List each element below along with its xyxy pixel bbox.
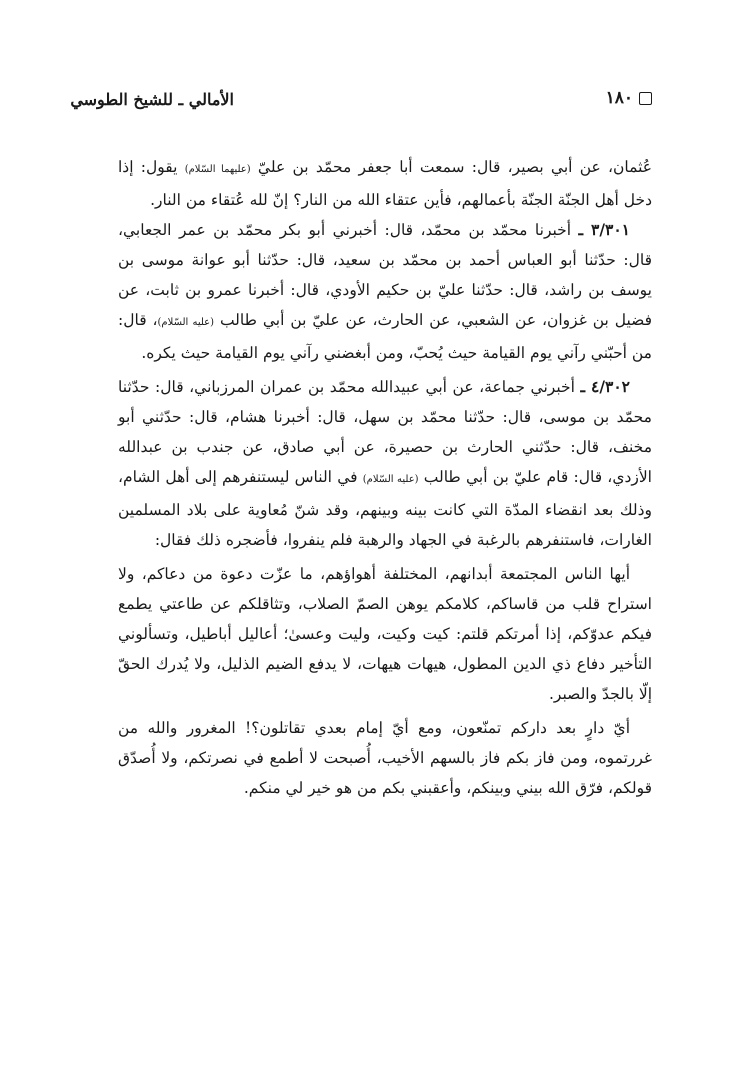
square-marker-icon (639, 92, 652, 105)
paragraph-3 (118, 372, 652, 555)
paragraph-1-text-a: عُثمان، عن أبي بصير، قال: سمعت أبا جعفر محمّد بن عليّ (250, 158, 653, 176)
paragraph-2 (118, 215, 652, 368)
honorific-2: (عليه السّلام) (157, 317, 215, 328)
paragraph-3-text-b: في الناس ليستنفرهم إلى أهل الشام، وذلك بعد انقضاء المدّة التي كانت بينه وبينهم، وقد شنّ مُعاوية على بلاد المسلمين الغارات، فاستنفرهم بالرغبة في الجهاد والرهبة فلم ينفروا، فأضجره ذلك فقال: (118, 468, 652, 549)
paragraph-1 (118, 152, 652, 215)
running-title: الأمالي ـ للشيخ الطوسي (70, 90, 234, 109)
honorific-1: (عليهما السّلام) (184, 164, 251, 175)
paragraph-2-text-b: ، قال: من أحبّني رآني يوم القيامة حيث يُحبّ، ومن أبغضني رآني يوم القيامة حيث يكره. (118, 311, 652, 362)
hadith-number-1: ٣/٣٠١ ـ (578, 220, 630, 239)
page-number (606, 88, 652, 108)
page-number-text: ١٨٠ (605, 88, 633, 108)
honorific-3: (عليه السّلام) (362, 474, 419, 485)
paragraph-1-text-b: يقول: إذا دخل أهل الجنّة الجنّة بأعمالهم، فأين عتقاء الله من النار؟ إنّ لله عُتقاء من النار. (118, 158, 652, 209)
hadith-number-2: ٤/٣٠٢ ـ (580, 377, 630, 396)
body-text (118, 152, 652, 803)
paragraph-2-text-a: أخبرنا محمّد بن محمّد، قال: أخبرني أبو بكر محمّد بن عمر الجعابي، قال: حدّثنا أبو العباس أحمد بن محمّد بن سعيد، قال: حدّثنا أبو عوانة موسى بن يوسف بن راشد، قال: حدّثنا عليّ بن حكيم الأودي، قال: أخبرنا عمرو بن ثابت، عن فضيل بن غزوان، عن الشعبي، عن الحارث، عن عليّ بن أبي طالب (118, 221, 652, 329)
page-header (70, 86, 652, 116)
paragraph-3-text-a: أخبرني جماعة، عن أبي عبيدالله محمّد بن عمران المرزباني، قال: حدّثنا محمّد بن موسى، قال: حدّثنا محمّد بن سهل، قال: أخبرنا هشام، قال: حدّثني أبو مخنف، قال: حدّثني الحارث بن حصيرة، عن أبي صادق، عن جندب بن عبدالله الأزدي، قال: قام عليّ بن أبي طالب (118, 378, 652, 486)
paragraph-4: أيها الناس المجتمعة أبدانهم، المختلفة أهواؤهم، ما عزّت دعوة من دعاكم، ولا استراح قلب من قاساكم، كلامكم يوهن الصمّ الصلاب، وتثاقلكم عن طاعتي يطمع فيكم عدوّكم، إذا أمرتكم قلتم: كيت وكيت، وليت وعسىٰ؛ أعاليل أباطيل، وتسألوني التأخير دفاع ذي الدين المطول، هيهات هيهات، لا يدفع الضيم الذليل، ولا يُدرك الحقّ إلّا بالجدّ والصبر. (118, 565, 652, 703)
paragraph-5: أيّ دارٍ بعد داركم تمنّعون، ومع أيّ إمام بعدي تقاتلون؟! المغرور والله من غررتموه، ومن فاز بكم فاز بالسهم الأخيب، أُصبحت لا أطمع في نصرتكم، ولا أُصدّق قولكم، فرّق الله بيني وبينكم، وأعقبني بكم من هو خير لي منكم. (118, 719, 652, 797)
